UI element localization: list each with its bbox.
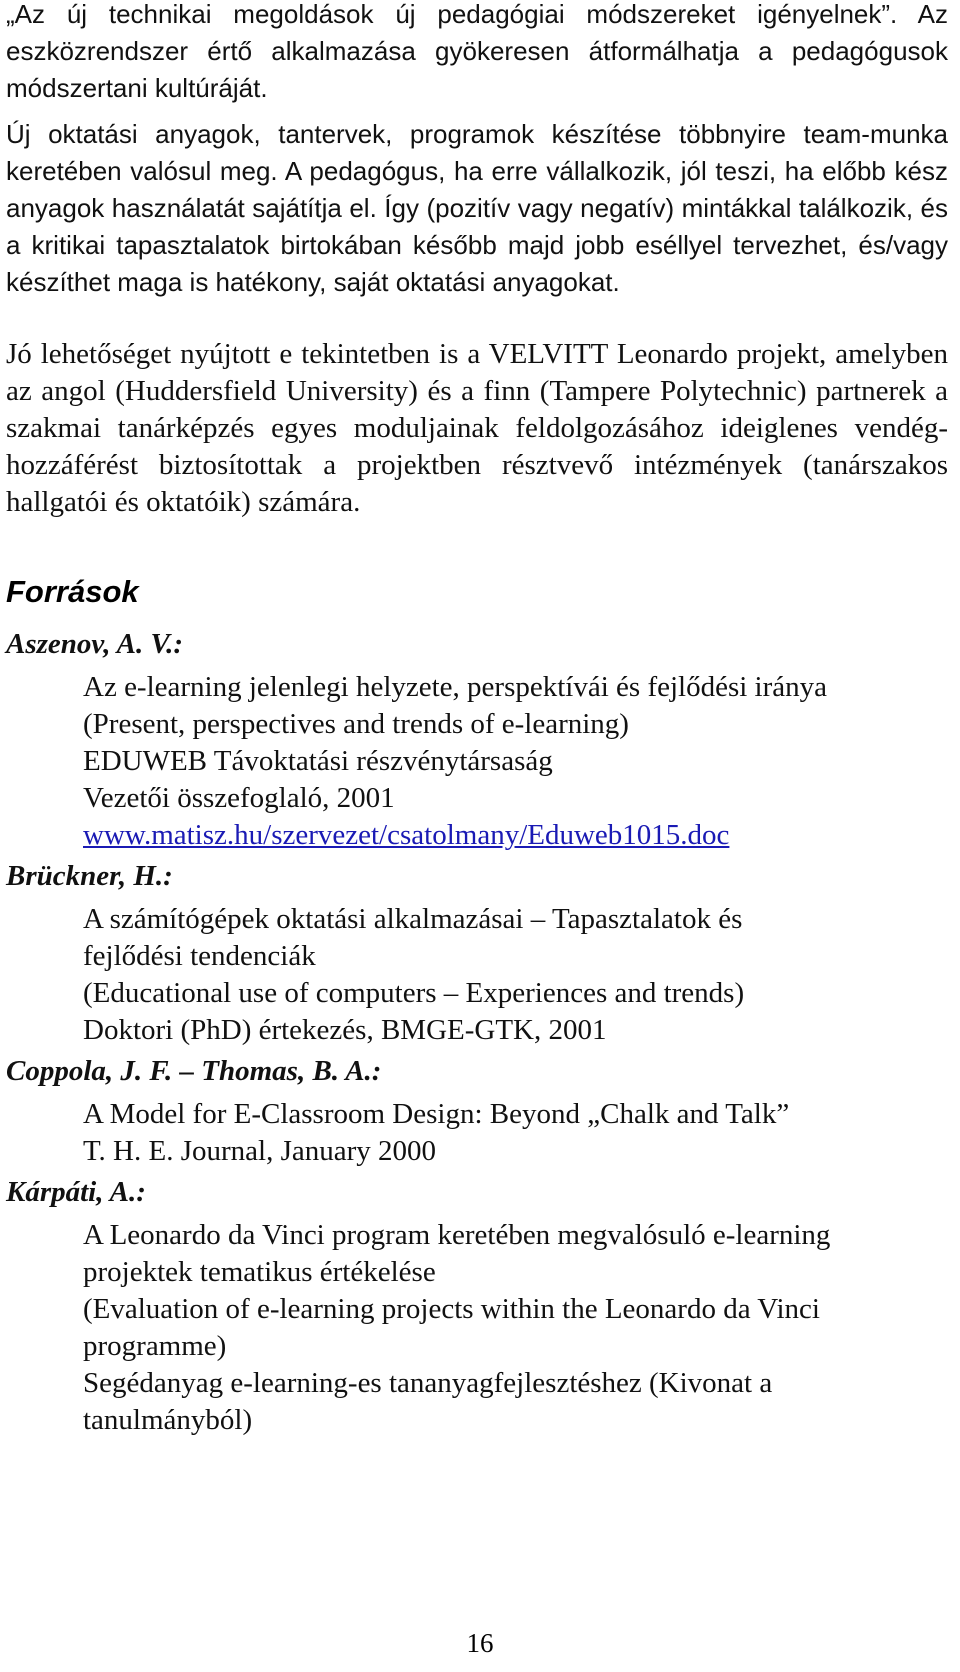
reference-entry bbox=[6, 1053, 948, 1170]
reference-line: tanulmányból) bbox=[83, 1404, 253, 1436]
references-list bbox=[6, 626, 948, 1439]
intro-paragraph-1 bbox=[6, 0, 948, 107]
reference-author: Kárpáti, A.: bbox=[6, 1176, 146, 1208]
reference-author: Brückner, H.: bbox=[6, 860, 173, 892]
reference-line: T. H. E. Journal, January 2000 bbox=[83, 1135, 437, 1167]
reference-author: Coppola, J. F. – Thomas, B. A.: bbox=[6, 1055, 382, 1087]
reference-line: (Present, perspectives and trends of e-learning) bbox=[83, 708, 629, 740]
reference-line: A Model for E-Classroom Design: Beyond „Chalk and Talk” bbox=[83, 1098, 790, 1130]
reference-line: Segédanyag e-learning-es tananyagfejlesztéshez (Kivonat a bbox=[83, 1367, 773, 1399]
reference-lines bbox=[83, 1217, 948, 1439]
reference-entry bbox=[6, 626, 948, 854]
reference-line: programme) bbox=[83, 1330, 227, 1362]
reference-author: Aszenov, A. V.: bbox=[6, 628, 183, 660]
reference-entry bbox=[6, 1174, 948, 1439]
reference-lines bbox=[83, 901, 948, 1049]
page-number: 16 bbox=[466, 1628, 494, 1658]
reference-link[interactable]: www.matisz.hu/szervezet/csatolmany/Eduweb1015.doc bbox=[83, 819, 730, 851]
reference-line: projektek tematikus értékelése bbox=[83, 1256, 436, 1288]
intro-paragraph-2 bbox=[6, 116, 948, 301]
intro-paragraph-2-text: Új oktatási anyagok, tantervek, programok készítése többnyire team-munka keretében valósul meg. A pedagógus, ha erre vállalkozik, jól teszi, ha előbb kész anyagok használatát sajátítja el. Így (pozitív vagy negatív) mintákkal találkozik, és a kritikai tapasztalatok birtokában később majd jobb eséllyel tervezhet, és/vagy készíthet maga is hatékony, saját oktatási anyagokat. bbox=[6, 119, 948, 297]
reference-lines bbox=[83, 1096, 948, 1170]
reference-line: Doktori (PhD) értekezés, BMGE-GTK, 2001 bbox=[83, 1014, 607, 1046]
main-paragraph: Jó lehetőséget nyújtott e tekintetben is a VELVITT Leonardo projekt, amelyben az angol (Huddersfield University) és a finn (Tampere Polytechnic) partnerek a szakmai tanárképzés egyes moduljainak feldolgozásához ideiglenes vendég-hozzáférést biztosítottak a projektben résztvevő intézmények (tanárszakos hallgatói és oktatóik) számára. bbox=[6, 338, 948, 518]
reference-lines bbox=[83, 669, 948, 854]
intro-paragraph-1-text: „Az új technikai megoldások új pedagógiai módszereket igényelnek”. Az eszközrendszer értő alkalmazása gyökeresen átformálhatja a pedagógusok módszertani kultúráját. bbox=[6, 0, 948, 103]
reference-entry bbox=[6, 858, 948, 1049]
reference-line: (Evaluation of e-learning projects within the Leonardo da Vinci bbox=[83, 1293, 820, 1325]
reference-line: Vezetői összefoglaló, 2001 bbox=[83, 782, 395, 814]
reference-line: EDUWEB Távoktatási részvénytársaság bbox=[83, 745, 553, 777]
reference-line: A Leonardo da Vinci program keretében megvalósuló e-learning bbox=[83, 1219, 831, 1251]
section-heading: Források bbox=[6, 574, 139, 609]
reference-line: (Educational use of computers – Experiences and trends) bbox=[83, 977, 745, 1009]
reference-link-item bbox=[83, 817, 948, 854]
reference-line: Az e-learning jelenlegi helyzete, perspektívái és fejlődési iránya bbox=[83, 671, 828, 703]
reference-line: A számítógépek oktatási alkalmazásai – Tapasztalatok és bbox=[83, 903, 743, 935]
reference-line: fejlődési tendenciák bbox=[83, 940, 316, 972]
